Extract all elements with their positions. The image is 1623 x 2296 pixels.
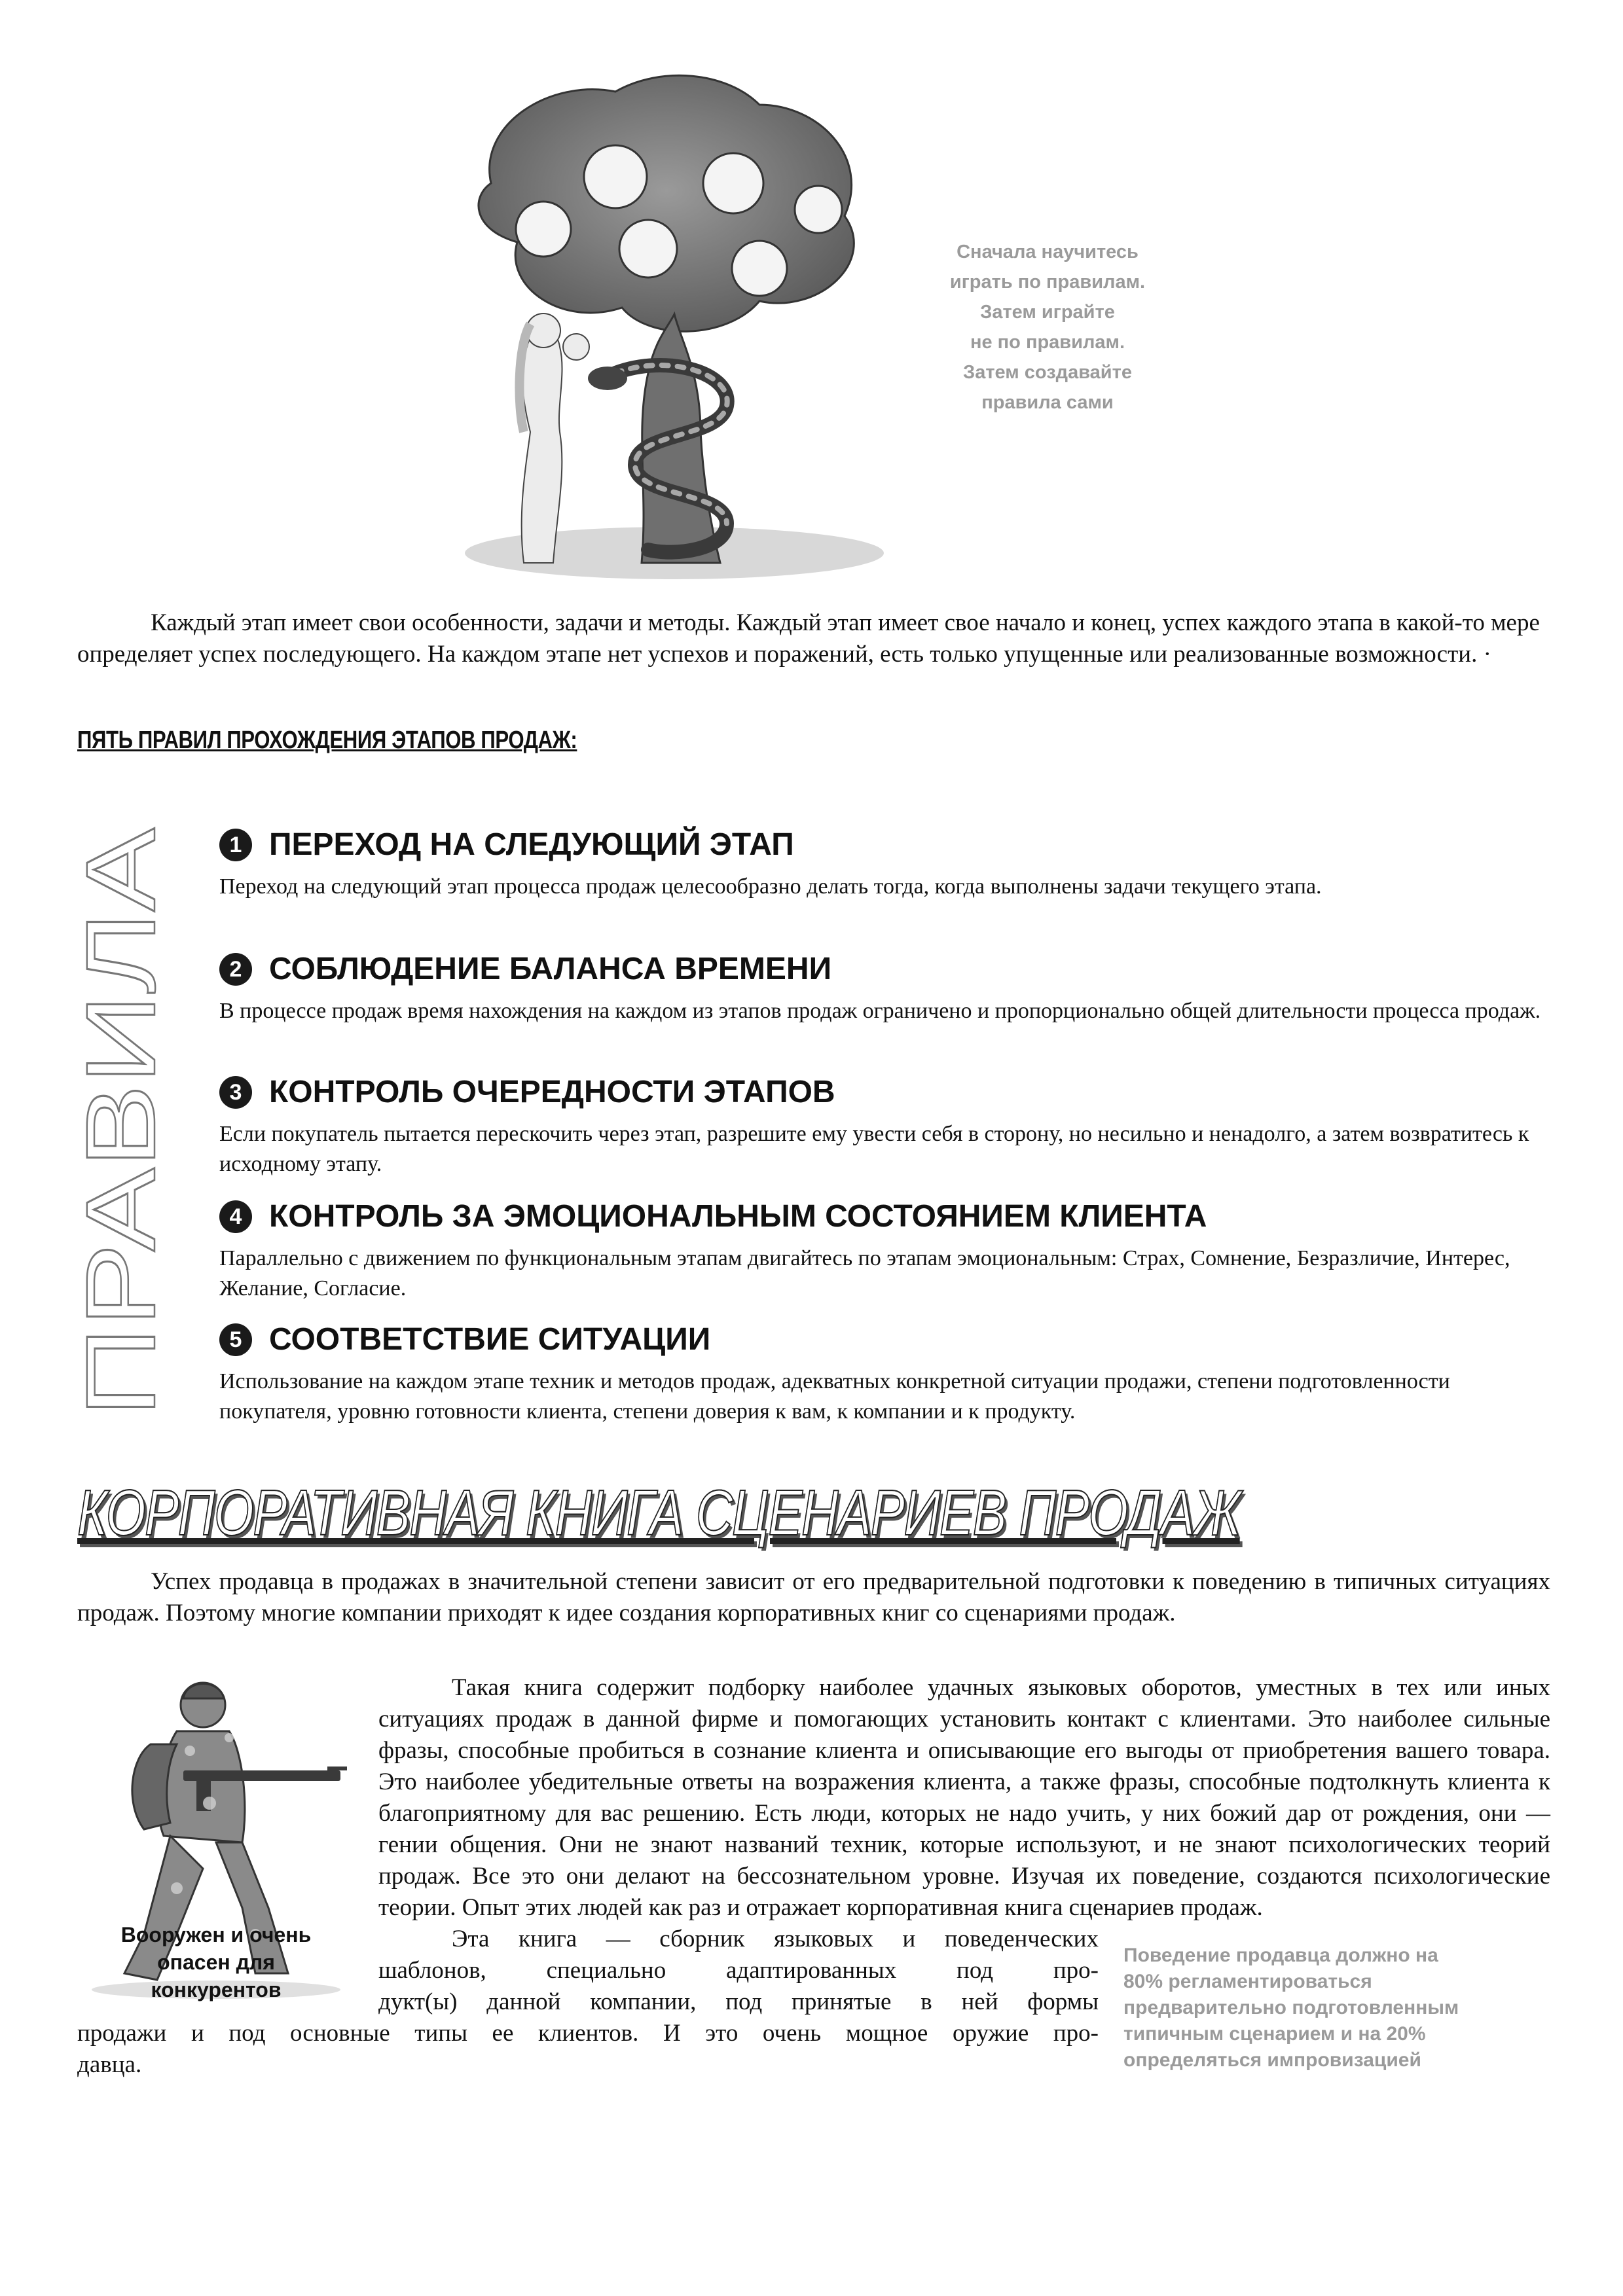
book-paragraph-2: Такая книга содержит подборку наиболее удачных языковых оборотов, уместных в тех или иных ситуациях продаж в данной фирме и помогающих установить контакт с клиентами. Это наиболее сильные фразы, способные пробиться в сознание клиента и описывающие его выгоды от приобретения вашего товара. Это наиболее убедительные ответы на возражения клиента, а также фразы, способные подтолкнуть клиента к благоприятному для вас решению. Есть люди, которых не надо учить, у них божий дар от рождения, они — гении общения. Они не знают названий техник, которые используют, и не знают психологических теорий продаж. Все это они делают на бессознательном уровне. Изучая их поведение, создаются психологические теории. Опыт этих людей как раз и отражает корпоративная книга сценариев продаж. — [378, 1674, 1550, 1921]
rule-text: Переход на следующий этап процесса продаж целесообразно делать тогда, когда выполнены задачи текущего этапа. — [219, 874, 1322, 899]
caption-line: опасен для — [157, 1950, 275, 1974]
para3-line: Эта книга — сборник языковых и поведенческих — [452, 1926, 1099, 1952]
rule-number-badge: 2 — [219, 953, 252, 986]
rule-title-text: КОНТРОЛЬ ОЧЕРЕДНОСТИ ЭТАПОВ — [269, 1075, 835, 1109]
side-note-line: 80% регламентироваться — [1123, 1971, 1372, 1992]
rule-title-text: ПЕРЕХОД НА СЛЕДУЮЩИЙ ЭТАП — [269, 827, 794, 862]
para3-line: давца. — [77, 2051, 142, 2078]
tree-drawing — [452, 65, 910, 583]
rule-number-badge: 4 — [219, 1200, 252, 1233]
rule-number-badge: 3 — [219, 1076, 252, 1109]
tree-quote-line: Сначала научитесь — [957, 242, 1139, 262]
tree-quote-line: Затем играйте — [980, 302, 1115, 323]
side-note-line: типичным сценарием и на 20% — [1123, 2023, 1426, 2045]
tree-quote-line: правила сами — [981, 392, 1114, 413]
side-note-line: Поведение продавца должно на — [1123, 1945, 1438, 1966]
rule-text: Если покупатель пытается перескочить через этап, разрешите ему увести себя в сторону, но несильно и ненадолго, а затем возвратитесь к исходному этапу. — [219, 1122, 1529, 1176]
rule-text: Параллельно с движением по функциональным этапам двигайтесь по этапам эмоциональным: Страх, Сомнение, Безразличие, Интерес, Желание, Согласие. — [219, 1246, 1510, 1300]
rule-item — [219, 1198, 1555, 1321]
vertical-rules-word — [65, 825, 175, 1427]
tree-quote — [890, 237, 1205, 418]
tree-quote-line: Затем создавайте — [963, 362, 1132, 383]
para3-line: продажи и под основные типы ее клиентов. И это очень мощное оружие про- — [77, 2020, 1099, 2047]
para3-line: дукт(ы) данной компании, под принятые в ней формы — [378, 1988, 1099, 2015]
side-note — [1123, 1943, 1556, 2073]
book-intro-paragraph: Успех продавца в продажах в значительной степени зависит от его предварительной подготовки к поведению в типичных ситуациях продаж. Поэтому многие компании приходят к идее создания корпоративных книг со сценариями продаж. — [77, 1568, 1550, 1626]
side-note-line: предварительно подготовленным — [1123, 1997, 1459, 2018]
rule-title — [219, 1321, 1555, 1359]
book-paragraph-3-tail — [77, 2018, 1099, 2081]
vertical-rules-graphic — [65, 825, 175, 1427]
rule-number-badge: 5 — [219, 1323, 252, 1356]
rules-list — [219, 826, 1555, 1445]
rule-text: Использование на каждом этапе техник и методов продаж, адекватных конкретной ситуации продажи, степени подготовленности покупателя, уровню готовности клиента, степени доверия к вам, к компании и к продукту. — [219, 1369, 1450, 1424]
tree-quote-line: играть по правилам. — [949, 272, 1146, 293]
caption-line: Вооружен и очень — [120, 1923, 312, 1946]
rule-item — [219, 826, 1555, 950]
book-section-title: КОРПОРАТИВНАЯ КНИГА СЦЕНАРИЕВ ПРОДАЖ — [77, 1477, 1240, 1549]
rule-title — [219, 826, 1555, 864]
rule-item — [219, 1073, 1555, 1198]
tree-illustration — [452, 65, 910, 583]
rule-title-text: СООТВЕТСТВИЕ СИТУАЦИИ — [269, 1322, 711, 1357]
rule-title-text: КОНТРОЛЬ ЗА ЭМОЦИОНАЛЬНЫМ СОСТОЯНИЕМ КЛИЕНТА — [269, 1199, 1207, 1234]
intro-paragraph: Каждый этап имеет свои особенности, задачи и методы. Каждый этап имеет свое начало и конец, успех каждого этапа в какой-то мере определяет успех последующего. На каждом этапе нет успехов и поражений, есть только упущенные или реализованные возможности. · — [77, 609, 1540, 668]
rule-title-text: СОБЛЮДЕНИЕ БАЛАНСА ВРЕМЕНИ — [269, 952, 832, 986]
para3-line: шаблонов, специально адаптированных под про- — [378, 1957, 1099, 1984]
book-paragraph-3 — [378, 1924, 1099, 2018]
tree-quote-line: не по правилам. — [970, 332, 1125, 353]
soldier-caption — [79, 1921, 354, 2003]
rule-item — [219, 950, 1555, 1073]
side-note-line: определяться импровизацией — [1123, 2049, 1421, 2071]
rules-heading: ПЯТЬ ПРАВИЛ ПРОХОЖДЕНИЯ ЭТАПОВ ПРОДАЖ: — [77, 726, 577, 754]
rule-number-badge: 1 — [219, 829, 252, 861]
caption-line: конкурентов — [151, 1978, 282, 2001]
rule-title — [219, 950, 1555, 988]
vertical-rules-text: ПРАВИЛА — [65, 956, 175, 1417]
rule-title — [219, 1073, 1555, 1111]
rule-text: В процессе продаж время нахождения на каждом из этапов продаж ограничено и пропорционально общей длительности процесса продаж. — [219, 999, 1541, 1023]
rule-title — [219, 1198, 1555, 1236]
rule-item — [219, 1321, 1555, 1445]
